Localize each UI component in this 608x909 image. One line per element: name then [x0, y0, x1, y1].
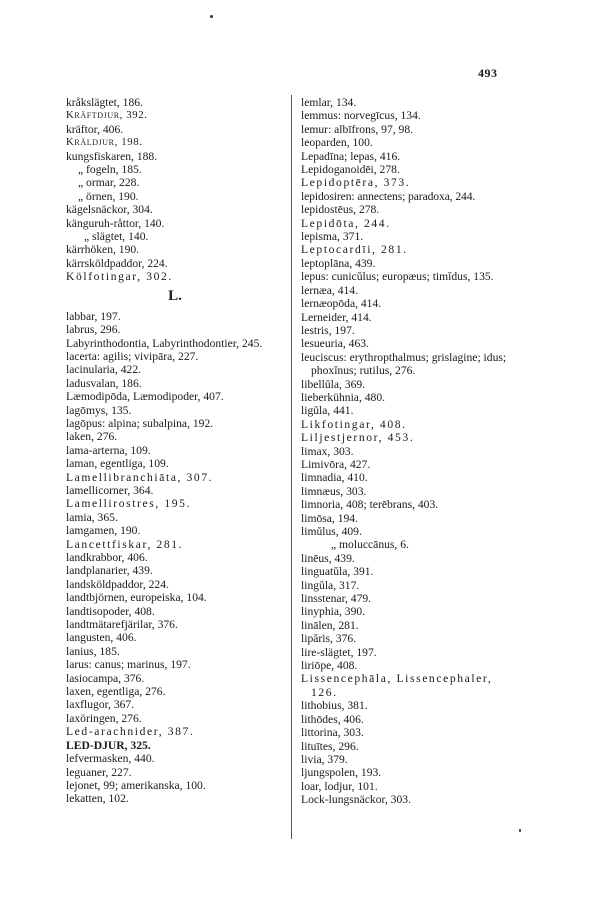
- index-entry: landkrabbor, 406.: [66, 551, 148, 564]
- index-entry: Lepidoptēra, 373.: [301, 176, 411, 190]
- index-entry: limnæus, 303.: [301, 484, 367, 498]
- index-entry: lacinularia, 422.: [66, 363, 142, 377]
- index-entry: liriōpe, 408.: [301, 659, 358, 673]
- print-speck: [210, 15, 213, 18]
- index-entry: lire-slägtet, 197.: [301, 645, 377, 659]
- index-entry: leguaner, 227.: [66, 765, 132, 779]
- index-entry: lernæa, 414.: [301, 283, 358, 297]
- index-entry: kärrsköldpaddor, 224.: [66, 256, 168, 270]
- index-entry: laxen, egentliga, 276.: [66, 685, 166, 699]
- index-entry: Led-arachnider, 387.: [66, 725, 195, 739]
- index-entry: limōsa, 194.: [301, 511, 359, 525]
- index-entry: lestris, 197.: [301, 323, 355, 337]
- index-entry: lepidosiren: annectens; paradoxa, 244.: [301, 189, 476, 203]
- index-entry: „ ormar, 228.: [78, 176, 140, 190]
- column-divider: [291, 95, 292, 839]
- print-speck: [519, 829, 521, 832]
- index-entry: linsstenar, 479.: [301, 592, 372, 606]
- index-entry: lingŭla, 317.: [301, 578, 360, 592]
- index-entry: lesueuria, 463.: [301, 337, 369, 351]
- index-entry: Lerneider, 414.: [301, 310, 372, 324]
- index-entry: Kölfotingar, 302.: [66, 270, 173, 284]
- index-entry: Likfotingar, 408.: [301, 417, 407, 431]
- index-entry: kungsfiskaren, 188.: [66, 149, 158, 163]
- index-entry: langusten, 406.: [66, 631, 137, 645]
- index-entry: Læmodipōda, Læmodipoder, 407.: [66, 390, 224, 404]
- index-entry: kråkslägtet, 186.: [66, 96, 143, 109]
- index-entry: Lock-lungsnäckor, 303.: [301, 793, 411, 807]
- index-entry: lemur: albīfrons, 97, 98.: [301, 122, 414, 136]
- index-entry: landplanarier, 439.: [66, 564, 153, 578]
- index-entry: limŭlus, 409.: [301, 525, 362, 538]
- index-entry: Liljestjernor, 453.: [301, 431, 415, 445]
- index-column-left: [66, 96, 284, 806]
- index-entry: kägelsnäckor, 304.: [66, 203, 153, 217]
- index-entry: Leptocardīi, 281.: [301, 243, 408, 257]
- index-entry: labbar, 197.: [66, 309, 121, 323]
- index-entry: landtisopoder, 408.: [66, 604, 155, 618]
- index-entry: linēus, 439.: [301, 551, 355, 565]
- index-entry: lamellicorner, 364.: [66, 483, 154, 497]
- index-entry: ligŭla, 441.: [301, 404, 354, 418]
- index-entry: lamgamen, 190.: [66, 524, 141, 538]
- index-entry: Lepadīna; lepas, 416.: [301, 149, 401, 163]
- page-number: 493: [478, 66, 498, 80]
- index-entry: limnadia, 410.: [301, 471, 368, 485]
- index-entry: lekatten, 102.: [66, 792, 129, 806]
- index-entry: loar, lodjur, 101.: [301, 779, 378, 793]
- index-entry: landtmätarefjärilar, 376.: [66, 618, 178, 632]
- index-entry: limax, 303.: [301, 444, 354, 458]
- index-entry: Lepidōta, 244.: [301, 216, 391, 230]
- index-entry: Lancettfiskar, 281.: [66, 537, 184, 551]
- index-entry: lejonet, 99; amerikanska, 100.: [66, 778, 206, 792]
- index-entry: livia, 379.: [301, 752, 348, 766]
- index-entry: ljungspolen, 193.: [301, 766, 382, 780]
- index-entry: larus: canus; marinus, 197.: [66, 658, 191, 672]
- index-entry: Lamellirostres, 195.: [66, 497, 192, 511]
- index-entry: lagōpus: alpina; subalpina, 192.: [66, 416, 214, 430]
- index-entry: lepidostēus, 278.: [301, 203, 380, 217]
- index-list-l: [66, 310, 284, 806]
- index-entry: Limivōra, 427.: [301, 457, 371, 471]
- index-entry: lanius, 185.: [66, 644, 120, 658]
- index-entry: lemlar, 134.: [301, 96, 357, 109]
- index-entry: labrus, 296.: [66, 323, 121, 337]
- index-entry: lepus: cunicŭlus; europæus; timĭdus, 135.: [301, 270, 494, 284]
- index-entry: lamia, 365.: [66, 510, 118, 524]
- index-entry: linguatŭla, 391.: [301, 565, 374, 579]
- index-entry: Lissencephāla, Lissencephaler, 126.: [301, 672, 493, 699]
- index-entry: lacerta: agilis; vivipāra, 227.: [66, 349, 199, 363]
- index-entry: littorina, 303.: [301, 726, 364, 740]
- index-entry: Labyrinthodontia, Labyrinthodontier, 245.: [66, 336, 263, 350]
- index-entry: limnoria, 408; terēbrans, 403.: [301, 498, 439, 512]
- index-entry: kräftor, 406.: [66, 122, 124, 136]
- index-entry: laxflugor, 367.: [66, 698, 135, 712]
- index-entry: lasiocampa, 376.: [66, 671, 145, 685]
- index-entry: libellŭla, 369.: [301, 377, 366, 391]
- index-entry: Lamellibranchiāta, 307.: [66, 470, 214, 484]
- index-entry: lipăris, 376.: [301, 632, 357, 646]
- index-entry: känguruh-råttor, 140.: [66, 216, 165, 230]
- index-list-k: [66, 96, 284, 284]
- index-entry: lituītes, 296.: [301, 739, 359, 753]
- index-entry: Kräldjur, 198.: [66, 136, 143, 149]
- index-entry: linālen, 281.: [301, 618, 359, 632]
- index-entry: laxöringen, 276.: [66, 711, 142, 725]
- index-entry: leptoplāna, 439.: [301, 256, 376, 270]
- index-entry: lieberkühnia, 480.: [301, 390, 386, 404]
- index-entry: laken, 276.: [66, 430, 118, 444]
- section-letter-heading: L.: [168, 287, 182, 304]
- index-entry: lemmus: norvegīcus, 134.: [301, 109, 421, 123]
- index-entry: lepisma, 371.: [301, 230, 364, 244]
- index-column-right: [301, 96, 517, 807]
- index-entry: lithobius, 381.: [301, 699, 368, 713]
- index-entry: „ moluccānus, 6.: [331, 538, 409, 552]
- index-entry: leoparden, 100.: [301, 136, 373, 150]
- index-entry: lithōdes, 406.: [301, 712, 364, 726]
- index-entry: „ slägtet, 140.: [84, 230, 149, 244]
- index-entry: lagōmys, 135.: [66, 403, 132, 417]
- index-entry: Lepidoganoidēi, 278.: [301, 163, 400, 177]
- index-entry: laman, egentliga, 109.: [66, 457, 169, 471]
- index-entry: ladusvalan, 186.: [66, 376, 142, 390]
- index-entry: kärrhöken, 190.: [66, 243, 140, 257]
- index-entry: landtbjörnen, europeiska, 104.: [66, 591, 207, 605]
- index-entry: landsköldpaddor, 224.: [66, 577, 169, 591]
- index-entry: „ örnen, 190.: [78, 189, 139, 203]
- index-entry: linyphia, 390.: [301, 605, 366, 619]
- index-entry: leuciscus: erythropthalmus; grislagine; idus; phoxĭnus; rutilus, 276.: [301, 350, 507, 378]
- index-entry: lefvermasken, 440.: [66, 752, 155, 766]
- index-list-l-continued: [301, 96, 517, 807]
- index-entry: Kräftdjur, 392.: [66, 109, 148, 122]
- index-entry: lama-arterna, 109.: [66, 443, 151, 457]
- index-entry: lernæopōda, 414.: [301, 297, 382, 311]
- index-entry: LED-DJUR, 325.: [66, 738, 151, 752]
- index-entry: „ fogeln, 185.: [78, 163, 142, 177]
